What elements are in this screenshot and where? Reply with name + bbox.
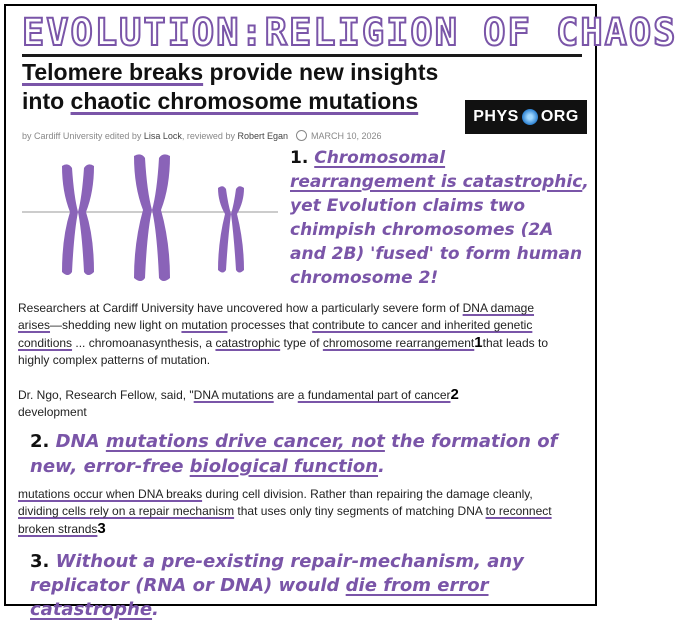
para1-link-mutation[interactable]: mutation — [181, 318, 228, 332]
note-1-number: 1. — [290, 148, 309, 168]
para1-text-6: that leads to highly complex patterns of mutation. — [18, 336, 548, 367]
headline-text: provide new insights into — [22, 59, 439, 114]
phys-org-logo — [465, 100, 587, 134]
para2-link-cancer[interactable]: a fundamental part of cancer — [297, 388, 451, 402]
note-1-underlined: Chromosomal rearrangement is catastrophic — [290, 148, 583, 192]
para2-text-3: development — [18, 405, 87, 419]
para3-text-2: that uses only tiny segments of matching DNA — [234, 504, 486, 518]
note-2-number: 2. — [30, 431, 50, 452]
para2-text-2: are — [273, 388, 298, 402]
note-3-text-2: . — [152, 599, 159, 620]
byline-reviewed-label: , reviewed by — [181, 131, 238, 141]
note-2-text-2: the formation of new, error-free — [30, 431, 558, 477]
banner — [22, 10, 677, 57]
chromosome-2 — [134, 154, 170, 281]
headline-highlight-1: Telomere breaks — [22, 59, 204, 85]
note-2-underlined-2: biological function — [189, 456, 379, 477]
note-3-number: 3. — [30, 551, 50, 572]
byline-org: by Cardiff University — [22, 131, 103, 141]
article-paragraph-3 — [18, 486, 573, 538]
para1-link-cancer[interactable]: contribute to cancer and inherited genetic conditions — [18, 318, 533, 350]
marker-2: 2 — [450, 386, 459, 403]
byline-editor: Lisa Lock — [143, 131, 182, 141]
clock-icon — [296, 130, 307, 141]
para1-text-3: processes that — [227, 318, 313, 332]
para3-link-repair[interactable]: dividing cells rely on a repair mechanism — [18, 504, 235, 518]
note-3-text-1: Without a pre-existing repair-mechanism, any replicator (RNA or DNA) would — [30, 551, 524, 596]
byline-reviewer: Robert Egan — [237, 131, 288, 141]
para2-link-dna-mutations[interactable]: DNA mutations — [193, 388, 274, 402]
chromosome-1 — [62, 164, 94, 275]
para1-text-4: ... chromoanasynthesis, a — [72, 336, 216, 350]
para1-link-rearrangement[interactable]: chromosome rearrangement — [322, 336, 475, 350]
para1-link-dna-damage[interactable]: DNA damage arises — [18, 301, 535, 332]
para1-text-2: —shedding new light on — [50, 318, 182, 332]
note-2-text-3: . — [378, 456, 385, 477]
logo-text-right: ORG — [540, 108, 579, 125]
chromosome-3 — [218, 186, 244, 272]
para3-text-1: during cell division. Rather than repairing the damage cleanly, — [202, 487, 533, 501]
para1-link-catastrophic[interactable]: catastrophic — [215, 336, 281, 350]
logo-text-left: PHYS — [473, 108, 519, 125]
headline-highlight-2: chaotic chromosome mutations — [70, 88, 419, 114]
chromosome-illustration — [22, 152, 278, 287]
marker-1: 1 — [474, 334, 483, 351]
atom-icon — [522, 109, 538, 125]
para3-link-reconnect[interactable]: to reconnect broken strands — [18, 504, 552, 536]
byline-date: MARCH 10, 2026 — [311, 131, 382, 141]
marker-3: 3 — [97, 520, 106, 537]
note-2 — [30, 429, 590, 479]
banner-title: EVOLUTION:RELIGION OF CHAOS — [22, 11, 677, 54]
byline-edited-label: edited by — [102, 131, 144, 141]
note-3 — [30, 550, 595, 622]
note-3-underlined: die from error catastrophe — [30, 575, 489, 620]
article-headline — [22, 58, 462, 116]
article-paragraph-1 — [18, 300, 566, 369]
para1-text-5: type of — [280, 336, 323, 350]
note-2-underlined-1: mutations drive cancer, not — [105, 431, 385, 452]
byline — [22, 130, 382, 141]
note-1-text: , yet Evolution claims two chimpish chromosomes (2A and 2B) 'fused' to form human chromosome 2! — [290, 172, 589, 288]
note-1 — [290, 146, 594, 290]
article-paragraph-2 — [18, 386, 566, 421]
para1-text-1: Researchers at Cardiff University have uncovered how a particularly severe form of — [18, 301, 463, 315]
para2-text-1: Dr. Ngo, Research Fellow, said, " — [18, 388, 194, 402]
note-2-text-1: DNA — [49, 431, 106, 452]
para3-link-dna-breaks[interactable]: mutations occur when DNA breaks — [18, 487, 203, 501]
